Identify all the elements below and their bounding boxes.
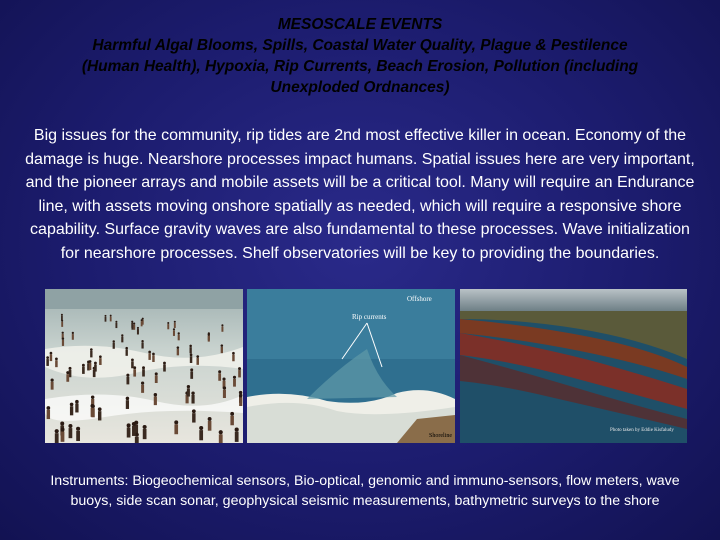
title-line-3: (Human Health), Hypoxia, Rip Currents, Beach Erosion, Pollution (including: [81, 58, 639, 75]
instruments-text: : Biogeochemical sensors, Bio-optical, genomic and immuno-sensors, flow meters, wave buoys, side scan sonar, geophysical seismic measurements, bathymetric surveys to the shore: [70, 473, 680, 509]
photo-credit: Photo taken by Eddie Kisfaludy: [610, 428, 674, 433]
slide-title: [20, 14, 700, 98]
rip-currents-label: Rip currents: [352, 313, 387, 321]
title-line-4: Unexploded Ordnances): [270, 79, 450, 96]
instruments-paragraph: [40, 471, 690, 511]
title-line-1: MESOSCALE EVENTS: [277, 16, 443, 33]
beach-crowd-photo: [45, 289, 243, 443]
algal-bloom-coast-photo: [460, 289, 687, 443]
body-paragraph: Big issues for the community, rip tides are 2nd most effective killer in ocean. Economy of the damage is huge. Nearshore processes impact humans. Spatial issues here are very important, and the pioneer arrays and mobile assets will be a critical tool. Many will require an Endurance line, with assets moving onshore spatially as needed, which will require a responsive shore capability. Surface gravity waves are also fundamental to these processes. Wave initialization for nearshore processes. Shelf observatories will be key to providing the boundaries.: [25, 127, 695, 262]
offshore-label: Offshore: [407, 295, 432, 303]
instruments-label: Instruments: [50, 473, 125, 489]
rip-currents-photo: [247, 289, 455, 443]
title-line-2: Harmful Algal Blooms, Spills, Coastal Water Quality, Plague & Pestilence: [92, 37, 628, 54]
shoreline-label: Shoreline: [429, 433, 452, 439]
